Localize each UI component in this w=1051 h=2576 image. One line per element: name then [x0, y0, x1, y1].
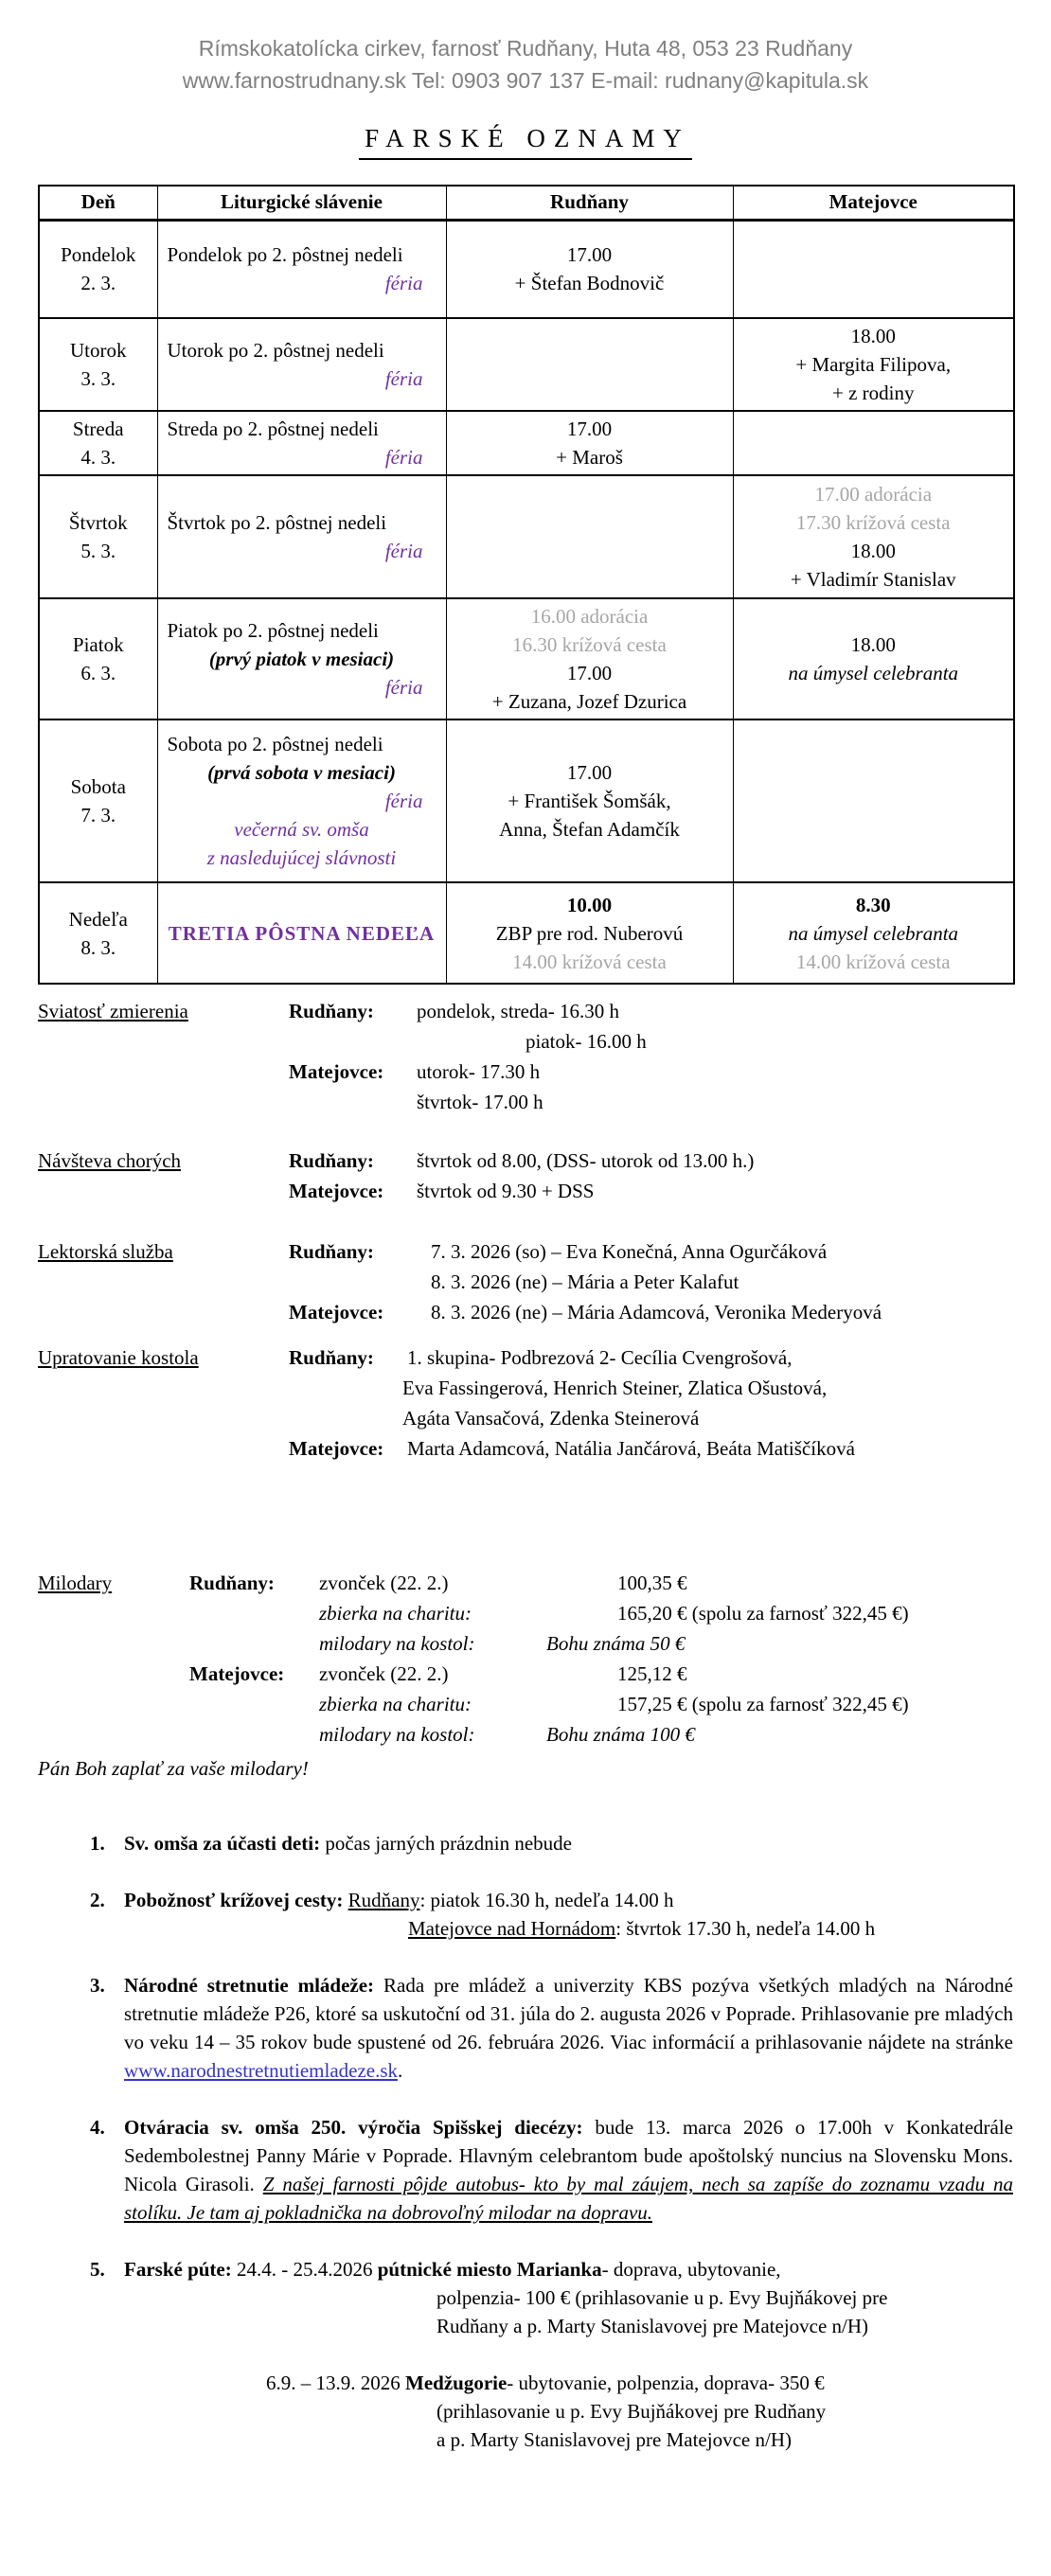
- donation-row: [189, 1719, 1013, 1750]
- day-name: Streda: [72, 417, 124, 440]
- announcements-list: [90, 1829, 1013, 2454]
- schedule-text: utorok- 17.30 h: [417, 1060, 541, 1083]
- liturgy-cell: [157, 475, 446, 598]
- schedule-text: 7. 3. 2026 (so) – Eva Konečná, Anna Ogurčáková: [431, 1240, 828, 1263]
- place-label: [289, 1026, 417, 1057]
- text-segment: .: [398, 2059, 403, 2082]
- section-row: [289, 1342, 1013, 1373]
- mass-entry: + Zuzana, Jozef Dzurica: [491, 690, 687, 713]
- schedule-table: [38, 185, 1015, 985]
- donation-amount: 100,35 €: [617, 1572, 687, 1594]
- section-row: [289, 1433, 1013, 1464]
- section-2: [38, 1236, 1013, 1327]
- schedule-text: piatok- 16.00 h: [526, 1030, 647, 1053]
- announcement-item: [90, 1886, 1013, 1943]
- feast-title: TRETIA PÔSTNA NEDEĽA: [168, 921, 436, 945]
- liturgy-line: Utorok po 2. pôstnej nedeli: [167, 339, 384, 362]
- website-link[interactable]: www.narodnestretnutiemladeze.sk: [124, 2059, 399, 2082]
- rudnany-cell: [446, 475, 733, 598]
- section-row: [289, 996, 1013, 1026]
- announcement-body: [124, 1829, 1013, 1857]
- place-label: Rudňany:: [189, 1572, 275, 1594]
- text-segment: Matejovce nad Hornádom: [408, 1917, 616, 1940]
- text-segment: Rudňany a p. Marty Stanislavovej pre Matejovce n/H): [436, 2315, 869, 2337]
- day-date: 8. 3.: [80, 935, 116, 959]
- item-number: 4.: [90, 2116, 105, 2139]
- text-segment: : piatok 16.30 h, nedeľa 14.00 h: [419, 1889, 674, 1911]
- text-segment: Otváracia sv. omša 250. výročia Spišskej diecézy:: [124, 2116, 596, 2139]
- day-cell: [39, 720, 157, 882]
- liturgy-line: Streda po 2. pôstnej nedeli: [167, 417, 379, 440]
- section-label-text: Sviatosť zmierenia: [38, 1000, 188, 1022]
- text-segment: Medžugorie: [405, 2372, 508, 2394]
- announcement-item: [90, 2255, 1013, 2454]
- place-label: [289, 1267, 417, 1297]
- text-segment: 24.4. - 25.4.2026: [237, 2258, 378, 2281]
- info-sections: [38, 996, 1013, 1464]
- text-segment: a p. Marty Stanislavovej pre Matejovce n/H): [436, 2428, 792, 2451]
- mass-entry: 17.00: [566, 243, 613, 267]
- liturgy-line: (prvá sobota v mesiaci): [207, 761, 396, 784]
- liturgy-cell: [157, 318, 446, 411]
- mass-entry: + Margita Filipova,: [795, 353, 952, 376]
- mass-entry: na úmysel celebranta: [788, 662, 959, 684]
- announcement-item: [90, 1829, 1013, 1857]
- mass-entry: 14.00 krížová cesta: [795, 950, 951, 973]
- page-title: [38, 119, 1013, 160]
- section-3: [38, 1342, 1013, 1464]
- feria-label: z nasledujúcej slávnosti: [206, 846, 397, 869]
- announcement-body: [124, 2255, 1013, 2454]
- day-name: Sobota: [70, 775, 126, 798]
- schedule-text: štvrtok od 9.30 + DSS: [417, 1180, 595, 1202]
- text-segment: - ubytovanie, polpenzia, doprava- 350 €: [507, 2372, 825, 2394]
- day-name: Piatok: [72, 633, 124, 656]
- table-row: [39, 411, 1014, 475]
- rudnany-cell: [446, 411, 733, 475]
- mass-entry: 17.00: [566, 662, 613, 684]
- mass-entry: 16.30 krížová cesta: [512, 633, 667, 656]
- schedule-text: Marta Adamcová, Natália Jančárová, Beáta Matiščíková: [407, 1437, 855, 1460]
- mass-entry: 18.00: [850, 540, 896, 562]
- text-segment: : štvrtok 17.30 h, nedeľa 14.00 h: [615, 1917, 876, 1940]
- table-header-row: [39, 186, 1014, 220]
- liturgy-cell: [157, 882, 446, 984]
- text-segment: - doprava, ubytovanie,: [601, 2258, 781, 2281]
- column-header-rudnany: Rudňany: [446, 186, 733, 220]
- text-segment: Národné stretnutie mládeže:: [124, 1974, 383, 1997]
- liturgy-cell: [157, 720, 446, 882]
- mass-entry: na úmysel celebranta: [788, 921, 959, 945]
- announcement-item: [90, 2113, 1013, 2227]
- schedule-text: pondelok, streda- 16.30 h: [417, 1000, 620, 1022]
- place-label: Rudňany:: [289, 1000, 374, 1022]
- text-segment: Farské púte:: [124, 2258, 237, 2281]
- section-row: [289, 1087, 1013, 1117]
- section-row: [289, 1057, 1013, 1087]
- day-cell: [39, 598, 157, 720]
- matejovce-cell: [733, 882, 1014, 984]
- announcement-line: [124, 1829, 1013, 1857]
- day-cell: [39, 882, 157, 984]
- column-header-day: Deň: [39, 186, 157, 220]
- matejovce-cell: [733, 411, 1014, 475]
- mass-entry: Anna, Štefan Adamčík: [499, 818, 680, 841]
- text-segment: Sv. omša za účasti deti:: [124, 1832, 321, 1855]
- table-row: [39, 720, 1014, 882]
- section-row: [289, 1026, 1013, 1057]
- matejovce-cell: [733, 318, 1014, 411]
- donation-row: [189, 1568, 1013, 1598]
- place-label: [289, 1373, 417, 1403]
- schedule-text: 8. 3. 2026 (ne) – Mária a Peter Kalafut: [431, 1270, 739, 1293]
- place-label: [189, 1719, 319, 1750]
- place-label: [189, 1598, 319, 1628]
- donations-label: [38, 1568, 189, 1750]
- place-label: Rudňany:: [289, 1149, 374, 1172]
- mass-entry: 8.30: [855, 893, 891, 916]
- day-name: Utorok: [70, 339, 127, 362]
- mass-entry: 17.00 adorácia: [814, 483, 933, 506]
- section-label-text: Návšteva chorých: [38, 1149, 182, 1172]
- announcement-item: [90, 1971, 1013, 2085]
- day-date: 7. 3.: [80, 804, 116, 826]
- schedule-text: štvrtok od 8.00, (DSS- utorok od 13.00 h.): [417, 1149, 755, 1172]
- section-label: [38, 1342, 289, 1464]
- section-rows: [289, 996, 1013, 1117]
- item-number: 3.: [90, 1974, 105, 1997]
- text-segment: (prihlasovanie u p. Evy Bujňákovej pre Rudňany: [436, 2400, 827, 2423]
- column-header-liturgy: Liturgické slávenie: [157, 186, 446, 220]
- liturgy-line: Pondelok po 2. pôstnej nedeli: [167, 243, 403, 267]
- section-0: [38, 996, 1013, 1117]
- place-label: Matejovce:: [189, 1662, 285, 1685]
- matejovce-cell: [733, 220, 1014, 318]
- place-label: Matejovce:: [289, 1437, 384, 1460]
- donation-item: zbierka na charitu:: [319, 1602, 472, 1625]
- donations-label-text: Milodary: [38, 1572, 113, 1594]
- liturgy-line: Štvrtok po 2. pôstnej nedeli: [167, 511, 387, 534]
- table-row: [39, 475, 1014, 598]
- mass-entry: + Maroš: [556, 446, 623, 469]
- page-title-text: FARSKÉ OZNAMY: [359, 119, 692, 160]
- feria-label: féria: [384, 790, 423, 812]
- rudnany-cell: [446, 598, 733, 720]
- mass-entry: 16.00 adorácia: [530, 605, 649, 628]
- announcement-line: [124, 2255, 1013, 2283]
- feria-label: féria: [384, 272, 423, 295]
- mass-entry: 17.30 krížová cesta: [795, 511, 951, 534]
- donation-row: [189, 1659, 1013, 1689]
- donations-rows: [189, 1568, 1013, 1750]
- section-row: [289, 1297, 1013, 1327]
- text-segment: polpenzia- 100 € (prihlasovanie u p. Evy Bujňákovej pre: [436, 2286, 888, 2309]
- mass-entry: 17.00: [566, 417, 613, 440]
- mass-entry: 14.00 krížová cesta: [512, 950, 667, 973]
- feria-label: večerná sv. omša: [234, 818, 369, 841]
- donation-row: [189, 1689, 1013, 1719]
- day-date: 2. 3.: [80, 272, 116, 295]
- place-label: Matejovce:: [289, 1180, 384, 1202]
- text-segment: Rada pre mládež a univerzity KBS pozýva všetkých mladých na Národné stretnutie mládeže P26, ktoré sa uskutoční od 31. júla do 2. augusta 2026 v Poprade. Prihlasovanie pre mladých vo veku 14 – 35 rokov bude spustené od 26. februára 2026. Viac informácií a prihlasovanie nájdete na stránke: [124, 1974, 1013, 2053]
- mass-entry: 10.00: [566, 893, 613, 916]
- schedule-text: 1. skupina- Podbrezová 2- Cecília Cvengrošová,: [407, 1346, 793, 1369]
- matejovce-cell: [733, 720, 1014, 882]
- mass-entry: + František Šomšák,: [508, 790, 671, 812]
- mass-entry: 17.00: [566, 761, 613, 784]
- schedule-text: Agáta Vansačová, Zdenka Steinerová: [402, 1407, 700, 1430]
- section-label-text: Lektorská služba: [38, 1240, 173, 1263]
- matejovce-cell: [733, 475, 1014, 598]
- section-row: [289, 1267, 1013, 1297]
- donation-row: [189, 1598, 1013, 1628]
- section-row: [289, 1176, 1013, 1206]
- day-date: 3. 3.: [80, 367, 116, 390]
- liturgy-line: Piatok po 2. pôstnej nedeli: [167, 619, 379, 642]
- parish-address: Rímskokatolícka cirkev, farnosť Rudňany, Huta 48, 053 23 Rudňany: [198, 36, 853, 61]
- place-label: Matejovce:: [289, 1060, 384, 1083]
- place-label: Rudňany:: [289, 1240, 374, 1263]
- section-label: [38, 1146, 289, 1206]
- rudnany-cell: [446, 720, 733, 882]
- day-cell: [39, 411, 157, 475]
- announcement-line: [124, 1886, 1013, 1914]
- section-row: [289, 1236, 1013, 1267]
- announcement-line: [436, 2425, 1013, 2454]
- day-name: Štvrtok: [68, 511, 128, 534]
- section-row: [289, 1373, 1013, 1403]
- item-number: 1.: [90, 1832, 105, 1855]
- day-date: 5. 3.: [80, 540, 116, 562]
- mass-entry: + z rodiny: [832, 382, 915, 404]
- announcement-line: [124, 2113, 1013, 2227]
- day-date: 4. 3.: [80, 446, 116, 469]
- mass-entry: 18.00: [850, 325, 896, 347]
- day-cell: [39, 475, 157, 598]
- day-name: Pondelok: [61, 243, 136, 267]
- feria-label: féria: [384, 676, 423, 699]
- schedule-text: Eva Fassingerová, Henrich Steiner, Zlatica Ošustová,: [402, 1377, 828, 1399]
- text-segment: pútnické miesto Marianka: [377, 2258, 602, 2281]
- announcement-line: [436, 2283, 1013, 2312]
- announcement-body: [124, 2113, 1013, 2227]
- donation-item: zvonček (22. 2.): [319, 1662, 449, 1685]
- announcement-line: [408, 1914, 1013, 1943]
- donations-section: [38, 1568, 1013, 1750]
- day-cell: [39, 318, 157, 411]
- announcement-line: [436, 2397, 1013, 2425]
- liturgy-cell: [157, 598, 446, 720]
- donation-amount: Bohu známa 50 €: [546, 1632, 686, 1655]
- mass-entry: ZBP pre rod. Nuberovú: [495, 921, 684, 945]
- donation-amount: 125,12 €: [617, 1662, 687, 1685]
- day-date: 6. 3.: [80, 662, 116, 684]
- day-cell: [39, 220, 157, 318]
- donation-item: milodary na kostol:: [319, 1632, 475, 1655]
- announcement-line: [266, 2369, 1013, 2397]
- schedule-text: 8. 3. 2026 (ne) – Mária Adamcová, Veronika Mederyová: [431, 1301, 882, 1324]
- feria-label: féria: [384, 446, 423, 469]
- mass-entry: + Vladimír Stanislav: [790, 568, 956, 591]
- document-header: [38, 32, 1013, 97]
- thanks-note: Pán Boh zaplať za vaše milodary!: [38, 1757, 309, 1780]
- donation-item: zvonček (22. 2.): [319, 1572, 449, 1594]
- section-rows: [289, 1342, 1013, 1464]
- place-label: Matejovce:: [289, 1301, 384, 1324]
- text-segment: 6.9. – 13.9. 2026: [266, 2372, 405, 2394]
- announcement-line: [124, 1971, 1013, 2085]
- text-segment: Pobožnosť krížovej cesty:: [124, 1889, 348, 1911]
- donation-row: [189, 1628, 1013, 1659]
- text-segment: Z našej farnosti pôjde autobus- kto by mal záujem, nech sa zapíše do zoznamu vzadu na stolíku. Je tam aj pokladnička na dobrovoľný milodar na dopravu.: [124, 2173, 1013, 2224]
- schedule-text: štvrtok- 17.00 h: [417, 1091, 543, 1113]
- rudnany-cell: [446, 318, 733, 411]
- text-segment: počas jarných prázdnin nebude: [320, 1832, 572, 1855]
- donation-amount: 165,20 € (spolu za farnosť 322,45 €): [617, 1602, 909, 1625]
- place-label: [289, 1403, 417, 1433]
- day-name: Nedeľa: [68, 907, 128, 931]
- section-row: [289, 1403, 1013, 1433]
- rudnany-cell: [446, 882, 733, 984]
- item-number: 2.: [90, 1889, 105, 1911]
- mass-entry: + Štefan Bodnovič: [514, 272, 665, 295]
- text-segment: Rudňany: [347, 1889, 420, 1911]
- table-row: [39, 220, 1014, 318]
- announcement-line: [436, 2312, 1013, 2340]
- liturgy-cell: [157, 411, 446, 475]
- announcement-body: [124, 1886, 1013, 1943]
- matejovce-cell: [733, 598, 1014, 720]
- liturgy-line: Sobota po 2. pôstnej nedeli: [167, 733, 383, 755]
- table-row: [39, 598, 1014, 720]
- donation-amount: 157,25 € (spolu za farnosť 322,45 €): [617, 1693, 909, 1715]
- text-segment: bude 13. marca 2026 o 17.00h v Konkatedrále Sedembolestnej Panny Márie v Poprade. Hlavným celebrantom bude apoštolský nuncius na Slovensku Mons. Nicola Girasoli.: [124, 2116, 1013, 2195]
- donation-amount: Bohu známa 100 €: [546, 1723, 695, 1746]
- liturgy-cell: [157, 220, 446, 318]
- section-1: [38, 1146, 1013, 1206]
- item-number: 5.: [90, 2258, 105, 2281]
- section-label: [38, 1236, 289, 1327]
- section-row: [289, 1146, 1013, 1176]
- feria-label: féria: [384, 540, 423, 562]
- table-row: [39, 318, 1014, 411]
- section-label: [38, 996, 289, 1117]
- section-label-text: Upratovanie kostola: [38, 1346, 199, 1369]
- announcement-body: [124, 1971, 1013, 2085]
- section-rows: [289, 1146, 1013, 1206]
- column-header-matejovce: Matejovce: [733, 186, 1014, 220]
- donation-item: milodary na kostol:: [319, 1723, 475, 1746]
- place-label: [189, 1689, 319, 1719]
- place-label: Rudňany:: [289, 1346, 374, 1369]
- section-rows: [289, 1236, 1013, 1327]
- liturgy-line: (prvý piatok v mesiaci): [208, 648, 395, 670]
- rudnany-cell: [446, 220, 733, 318]
- parish-contact: www.farnostrudnany.sk Tel: 0903 907 137 E-mail: rudnany@kapitula.sk: [182, 68, 869, 93]
- mass-entry: 18.00: [850, 633, 896, 656]
- donation-item: zbierka na charitu:: [319, 1693, 472, 1715]
- place-label: [289, 1087, 417, 1117]
- feria-label: féria: [384, 367, 423, 390]
- place-label: [189, 1628, 319, 1659]
- table-row: [39, 882, 1014, 984]
